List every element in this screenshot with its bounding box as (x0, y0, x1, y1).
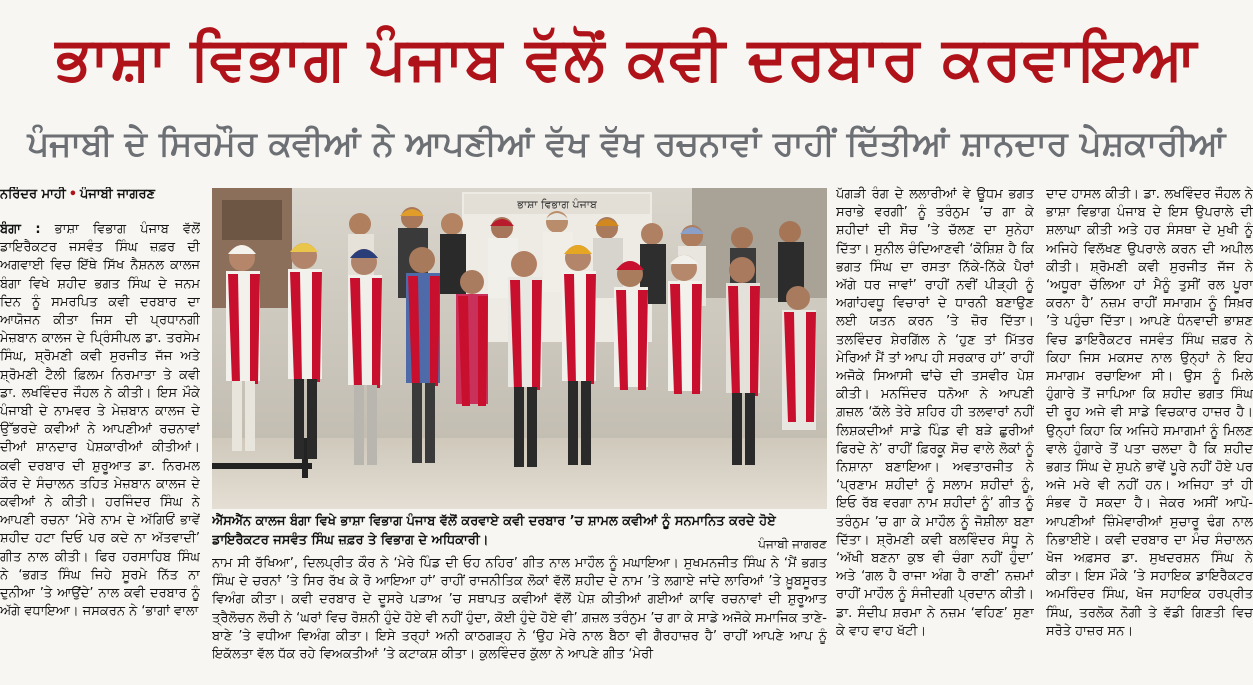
group-photo (212, 188, 827, 509)
headline: ਭਾਸ਼ਾ ਵਿਭਾਗ ਪੰਜਾਬ ਵੱਲੋਂ ਕਵੀ ਦਰਬਾਰ ਕਰਵਾਇਆ (55, 24, 1198, 94)
article-column-right-a (836, 186, 1034, 685)
group-photo-image (212, 188, 827, 509)
column-mid-text: ਨਾਮ ਸੀ ਰੱਖਿਆ’, ਦਿਲਪ੍ਰੀਤ ਕੌਰ ਨੇ ‘ਮੇਰੇ ਪਿੰਡ ਦੀ ਓਹ ਨਹਿਰ’ ਗੀਤ ਨਾਲ ਮਾਹੌਲ ਨੂੰ ਮਘਾਇਆ। ਸੁਖਮਨਜੀਤ ਸਿੰਘ ਨੇ ‘ਮੈਂ ਭਗਤ ਸਿੰਘ ਦੇ ਚਰਨਾਂ ’ਤੇ ਸਿਰ ਰੱਖ ਕੇ ਰੋ ਆਇਆ ਹਾਂ’ ਰਾਹੀਂ ਰਾਜਨੀਤਿਕ ਲੋਕਾਂ ਵੱਲੋਂ ਸ਼ਹੀਦ ਦੇ ਨਾਮ ’ਤੇ ਲਗਾਏ ਜਾਂਦੇ ਲਾਰਿਆਂ ’ਤੇ ਖ਼ੂਬਸੂਰਤ ਵਿਅੰਗ ਕੀਤਾ। ਕਵੀ ਦਰਬਾਰ ਦੇ ਦੂਸਰੇ ਪੜਾਅ ’ਚ ਸਥਾਪਤ ਕਵੀਆਂ ਵੱਲੋਂ ਪੇਸ਼ ਕੀਤੀਆਂ ਗਈਆਂ ਕਾਵਿ ਰਚਨਾਵਾਂ ਦੀ ਸ਼ੁਰੂਆਤ ਤ੍ਰੈਲੋਚਨ ਲੋਚੀ ਨੇ ‘ਘਰਾਂ ਵਿਚ ਰੋਸ਼ਨੀ ਹੁੰਦੇ ਹੋਏ ਵੀ ਨਹੀਂ ਹੁੰਦਾ, ਕੋਈ ਹੁੰਦੇ ਹੋਏ ਵੀ’ ਗ਼ਜ਼ਲ ਤਰੰਨੁਮ ’ਚ ਗਾ ਕੇ ਸਾਡੇ ਅਜੋਕੇ ਸਮਾਜਿਕ ਤਾਣੇ-ਬਾਣੇ ’ਤੇ ਵਧੀਆ ਵਿਅੰਗ ਕੀਤਾ। ਇਸੇ ਤਰ੍ਹਾਂ ਅਨੀ ਕਾਠਗੜ੍ਹ ਨੇ ‘ਉਹ ਮੇਰੇ ਨਾਲ ਬੈਠਾ ਵੀ ਗੈਰਹਾਜ਼ਰ ਹੈ’ ਰਾਹੀਂ ਆਪਣੇ ਆਪ ਨੂੰ ਇਕੱਲਤਾ ਵੱਲ ਧੱਕ ਰਹੇ ਵਿਅਕਤੀਆਂ ’ਤੇ ਕਟਾਕਸ਼ ਕੀਤਾ। ਕੁਲਵਿੰਦਰ ਕੁੱਲਾ ਨੇ ਆਪਣੇ ਗੀਤ ‘ਮੇਰੀ (212, 556, 827, 663)
byline (0, 187, 206, 207)
subheadline: ਪੰਜਾਬੀ ਦੇ ਸਿਰਮੌਰ ਕਵੀਆਂ ਨੇ ਆਪਣੀਆਂ ਵੱਖ ਵੱਖ ਰਚਨਾਵਾਂ ਰਾਹੀਂ ਦਿੱਤੀਆਂ ਸ਼ਾਨਦਾਰ ਪੇਸ਼ਕਾਰੀਆਂ (27, 124, 1226, 164)
article-column-1 (0, 221, 200, 685)
dateline: ਬੰਗਾ : (0, 222, 41, 237)
byline-bullet-icon: • (68, 187, 78, 202)
article-column-mid (212, 555, 827, 685)
column-right-a-text: ਪੱਗੜੀ ਰੰਗ ਦੇ ਲਲਾਰੀਆਂ ਵੇ ਊਧਮ ਭਗਤ ਸਰਾਭੇ ਵਰਗੀ’ ਨੂੰ ਤਰੰਨੁਮ ’ਚ ਗਾ ਕੇ ਸ਼ਹੀਦਾਂ ਦੀ ਸੋਚ ’ਤੇ ਚੱਲਣ ਦਾ ਸੁਨੇਹਾ ਦਿੱਤਾ। ਸੁਨੀਲ ਚੰਦਿਆਣਵੀ ‘ਕੋਸ਼ਿਸ਼ ਹੈ ਕਿ ਭਗਤ ਸਿੰਘ ਦਾ ਰਸਤਾ ਨਿੱਕੇ-ਨਿੱਕੇ ਪੈਰਾਂ ਅੱਗੇ ਧਰ ਜਾਵਾਂ’ ਰਾਹੀਂ ਨਵੀਂ ਪੀੜ੍ਹੀ ਨੂੰ ਅਗਾਂਹਵਧੂ ਵਿਚਾਰਾਂ ਦੇ ਧਾਰਨੀ ਬਣਾਉਣ ਲਈ ਯਤਨ ਕਰਨ ’ਤੇ ਜ਼ੋਰ ਦਿੱਤਾ। ਤਲਵਿੰਦਰ ਸ਼ੇਰਗਿੱਲ ਨੇ ‘ਹੁਣ ਤਾਂ ਮਿੱਤਰ ਮੇਰਿਆਂ ਮੈਂ ਤਾਂ ਆਪ ਹੀ ਸਰਕਾਰ ਹਾਂ’ ਰਾਹੀਂ ਅਜੋਕੇ ਸਿਆਸੀ ਢਾਂਚੇ ਦੀ ਤਸਵੀਰ ਪੇਸ਼ ਕੀਤੀ। ਮਨਜਿੰਦਰ ਧਨੋਆ ਨੇ ਆਪਣੀ ਗ਼ਜ਼ਲ ‘ਕੱਲੇ ਤੇਰੇ ਸ਼ਹਿਰ ਹੀ ਤਲਵਾਰਾਂ ਨਹੀਂ ਲਿਸ਼ਕਦੀਆਂ ਸਾਡੇ ਪਿੰਡ ਵੀ ਬੜੇ ਛੁਰੀਆਂ ਫਿਰਦੇ ਨੇ’ ਰਾਹੀਂ ਫ਼ਿਰਕੂ ਸੋਚ ਵਾਲੇ ਲੋਕਾਂ ਨੂੰ ਨਿਸ਼ਾਨਾ ਬਣਾਇਆ। ਅਵਤਾਰਜੀਤ ਨੇ ‘ਪ੍ਰਣਾਮ ਸ਼ਹੀਦਾਂ ਨੂੰ ਸਲਾਮ ਸ਼ਹੀਦਾਂ ਨੂੰ, ਇਓ ਰੱਬ ਵਰਗਾ ਨਾਮ ਸ਼ਹੀਦਾਂ ਨੂੰ’ ਗੀਤ ਨੂੰ ਤਰੰਨੁਮ ’ਚ ਗਾ ਕੇ ਮਾਹੌਲ ਨੂੰ ਜੋਸ਼ੀਲਾ ਬਣਾ ਦਿੱਤਾ। ਸ਼੍ਰੋਮਣੀ ਕਵੀ ਬਲਵਿੰਦਰ ਸੰਧੂ ਨੇ ‘ਅੱਖੀ ਬਣਨਾ ਕੁਝ ਵੀ ਚੰਗਾ ਨਹੀਂ ਹੁੰਦਾ’ ਅਤੇ ‘ਗਲ ਹੈ ਰਾਜਾ ਅੰਗ ਹੈ ਰਾਣੀ’ ਨਜ਼ਮਾਂ ਰਾਹੀਂ ਮਾਹੌਲ ਨੂੰ ਸੰਜੀਦਗੀ ਪ੍ਰਦਾਨ ਕੀਤੀ। ਡਾ. ਸੰਦੀਪ ਸ਼ਰਮਾ ਨੇ ਨਜ਼ਮ ‘ਵਹਿਣ’ ਸੁਣਾ ਕੇ ਵਾਹ ਵਾਹ ਖੱਟੀ। (836, 187, 1034, 639)
column-right-b-text: ਦਾਦ ਹਾਸਲ ਕੀਤੀ। ਡਾ. ਲਖਵਿੰਦਰ ਜੌਹਲ ਨੇ ਭਾਸ਼ਾ ਵਿਭਾਗ ਪੰਜਾਬ ਦੇ ਇਸ ਉਪਰਾਲੇ ਦੀ ਸ਼ਲਾਘਾ ਕੀਤੀ ਅਤੇ ਹਰ ਸੰਸਥਾ ਦੇ ਮੁਖੀ ਨੂੰ ਅਜਿਹੇ ਵਿਲੱਖਣ ਉਪਰਾਲੇ ਕਰਨ ਦੀ ਅਪੀਲ ਕੀਤੀ। ਸ਼੍ਰੋਮਣੀ ਕਵੀ ਸੁਰਜੀਤ ਜੱਜ ਨੇ ‘ਅਧੂਰਾ ਚੱਲਿਆ ਹਾਂ ਮੈਨੂੰ ਤੁਸੀਂ ਰਲ ਪੂਰਾ ਕਰਨਾ ਹੈ’ ਨਜ਼ਮ ਰਾਹੀਂ ਸਮਾਗਮ ਨੂੰ ਸਿਖ਼ਰ ’ਤੇ ਪਹੁੰਚਾ ਦਿੱਤਾ। ਆਪਣੇ ਧੰਨਵਾਦੀ ਭਾਸ਼ਣ ਵਿਚ ਡਾਇਰੈਕਟਰ ਜਸਵੰਤ ਸਿੰਘ ਜ਼ਫ਼ਰ ਨੇ ਕਿਹਾ ਜਿਸ ਮਕਸਦ ਨਾਲ ਉਨ੍ਹਾਂ ਨੇ ਇਹ ਸਮਾਗਮ ਰਚਾਇਆ ਸੀ। ਉਸ ਨੂੰ ਮਿਲੇ ਹੁੰਗਾਰੇ ਤੋਂ ਜਾਪਿਆ ਕਿ ਸ਼ਹੀਦ ਭਗਤ ਸਿੰਘ ਦੀ ਰੂਹ ਅਜੇ ਵੀ ਸਾਡੇ ਵਿਚਕਾਰ ਹਾਜ਼ਰ ਹੈ। ਉਨ੍ਹਾਂ ਕਿਹਾ ਕਿ ਅਜਿਹੇ ਸਮਾਗਮਾਂ ਨੂੰ ਮਿਲਣ ਵਾਲੇ ਹੁੰਗਾਰੇ ਤੋਂ ਪਤਾ ਚਲਦਾ ਹੈ ਕਿ ਸ਼ਹੀਦ ਭਗਤ ਸਿੰਘ ਦੇ ਸੁਪਨੇ ਭਾਵੇਂ ਪੂਰੇ ਨਹੀਂ ਹੋਏ ਪਰ ਅਜੇ ਮਰੇ ਵੀ ਨਹੀਂ ਹਨ। ਅਜਿਹਾ ਤਾਂ ਹੀ ਸੰਭਵ ਹੋ ਸਕਦਾ ਹੈ। ਜੇਕਰ ਅਸੀਂ ਆਪੋ-ਆਪਣੀਆਂ ਜ਼ਿੰਮੇਵਾਰੀਆਂ ਸੁਚਾਰੂ ਢੰਗ ਨਾਲ ਨਿਭਾਈਏ। ਕਵੀ ਦਰਬਾਰ ਦਾ ਮੰਚ ਸੰਚਾਲਨ ਖੋਜ ਅਫ਼ਸਰ ਡਾ. ਸੁਖਦਰਸ਼ਨ ਸਿੰਘ ਨੇ ਕੀਤਾ। ਇਸ ਮੌਕੇ ’ਤੇ ਸਹਾਇਕ ਡਾਇਰੈਕਟਰ ਅਮਰਿੰਦਰ ਸਿੰਘ, ਖੋਜ ਸਹਾਇਕ ਹਰਪ੍ਰੀਤ ਸਿੰਘ, ਤਰਲੋਕ ਨੋਗੀ ਤੇ ਵੱਡੀ ਗਿਣਤੀ ਵਿਚ ਸਰੋਤੇ ਹਾਜ਼ਰ ਸਨ। (1046, 187, 1253, 639)
photo-caption (212, 512, 827, 554)
column-1-text: ਭਾਸ਼ਾ ਵਿਭਾਗ ਪੰਜਾਬ ਵੱਲੋਂ ਡਾਇਰੈਕਟਰ ਜਸਵੰਤ ਸਿੰਘ ਜ਼ਫ਼ਰ ਦੀ ਅਗਵਾਈ ਵਿਚ ਇੱਥੇ ਸਿੱਖ ਨੈਸ਼ਨਲ ਕਾਲਜ ਬੰਗਾ ਵਿਖੇ ਸ਼ਹੀਦ ਭਗਤ ਸਿੰਘ ਦੇ ਜਨਮ ਦਿਨ ਨੂੰ ਸਮਰਪਿਤ ਕਵੀ ਦਰਬਾਰ ਦਾ ਆਯੋਜਨ ਕੀਤਾ ਜਿਸ ਦੀ ਪ੍ਰਧਾਨਗੀ ਮੇਜ਼ਬਾਨ ਕਾਲਜ ਦੇ ਪ੍ਰਿੰਸੀਪਲ ਡਾ. ਤਰਸੇਮ ਸਿੰਘ, ਸ਼੍ਰੋਮਣੀ ਕਵੀ ਸੁਰਜੀਤ ਜੱਜ ਅਤੇ ਸ਼੍ਰੋਮਣੀ ਟੈਲੀ ਫ਼ਿਲਮ ਨਿਰਮਾਤਾ ਤੇ ਕਵੀ ਡਾ. ਲਖਵਿੰਦਰ ਜੌਹਲ ਨੇ ਕੀਤੀ। ਇਸ ਮੌਕੇ ਪੰਜਾਬੀ ਦੇ ਨਾਮਵਰ ਤੇ ਮੇਜ਼ਬਾਨ ਕਾਲਜ ਦੇ ਉੱਭਰਦੇ ਕਵੀਆਂ ਨੇ ਆਪਣੀਆਂ ਰਚਨਾਵਾਂ ਦੀਆਂ ਸ਼ਾਨਦਾਰ ਪੇਸ਼ਕਾਰੀਆਂ ਕੀਤੀਆਂ। ਕਵੀ ਦਰਬਾਰ ਦੀ ਸ਼ੁਰੂਆਤ ਡਾ. ਨਿਰਮਲ ਕੌਰ ਦੇ ਸੰਚਾਲਨ ਤਹਿਤ ਮੇਜ਼ਬਾਨ ਕਾਲਜ ਦੇ ਕਵੀਆਂ ਨੇ ਕੀਤੀ। ਹਰਜਿੰਦਰ ਸਿੰਘ ਨੇ ਆਪਣੀ ਰਚਨਾ ‘ਮੇਰੇ ਨਾਮ ਦੇ ਅੱਗਿਓਂ ਭਾਵੇਂ ਸ਼ਹੀਦ ਹਟਾ ਦਿਓ ਪਰ ਕਦੇ ਨਾ ਅੱਤਵਾਦੀ’ ਗੀਤ ਨਾਲ ਕੀਤੀ। ਫਿਰ ਹਰਸਾਹਿਬ ਸਿੰਘ ਨੇ ‘ਭਗਤ ਸਿੰਘ ਜਿਹੇ ਸੂਰਮੇ ਨਿੱਤ ਨਾ ਦੁਨੀਆ ’ਤੇ ਆਉਂਦੇ’ ਨਾਲ ਕਵੀ ਦਰਬਾਰ ਨੂੰ ਅੱਗੇ ਵਧਾਇਆ। ਜਸਕਰਨ ਨੇ ‘ਭਾਗਾਂ ਵਾਲਾ (0, 222, 200, 620)
byline-paper: ਪੰਜਾਬੀ ਜਾਗਰਣ (80, 187, 155, 202)
byline-author: ਨਰਿੰਦਰ ਮਾਹੀ (0, 187, 66, 202)
photo-credit: ਪੰਜਾਬੀ ਜਾਗਰਣ (758, 537, 827, 551)
banner-text: ਭਾਸ਼ਾ ਵਿਭਾਗ ਪੰਜਾਬ (517, 198, 597, 211)
article-column-right-b (1046, 186, 1253, 685)
caption-text: ਐੱਸਐੱਨ ਕਾਲਜ ਬੰਗਾ ਵਿਖੇ ਭਾਸ਼ਾ ਵਿਭਾਗ ਪੰਜਾਬ ਵੱਲੋਂ ਕਰਵਾਏ ਕਵੀ ਦਰਬਾਰ ’ਚ ਸ਼ਾਮਲ ਕਵੀਆਂ ਨੂੰ ਸਨਮਾਨਿਤ ਕਰਦੇ ਹੋਏ ਡਾਇਰੈਕਟਰ ਜਸਵੰਤ ਸਿੰਘ ਜ਼ਫ਼ਰ ਤੇ ਵਿਭਾਗ ਦੇ ਅਧਿਕਾਰੀ। (212, 514, 776, 548)
